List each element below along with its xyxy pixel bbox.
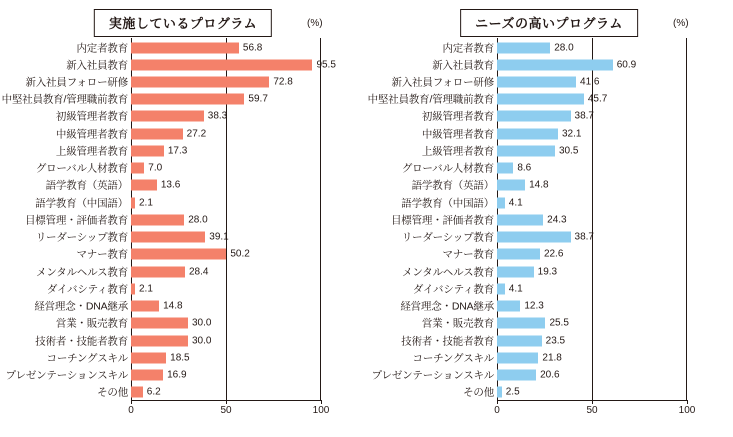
category-label: 上級管理者教育 (55, 145, 128, 158)
chart-row (0, 279, 366, 298)
category-label: 内定者教育 (76, 42, 128, 55)
category-label: メンタルヘルス教育 (402, 266, 494, 279)
bar-value-label: 32.1 (561, 128, 582, 140)
category-label: 語学教育（中国語） (401, 197, 494, 210)
bar (497, 145, 555, 156)
category-label: 中級管理者教育 (421, 128, 494, 141)
category-label: その他 (463, 386, 494, 399)
chart-row (366, 314, 732, 333)
bar-value-label: 24.3 (547, 214, 567, 226)
bar-value-label: 38.7 (574, 231, 594, 243)
bar (131, 214, 184, 225)
bar-value-label: 23.5 (545, 335, 566, 347)
category-label: 営業・販売教育 (55, 317, 128, 330)
chart-row (0, 383, 366, 402)
x-axis-tick-label: 50 (220, 405, 232, 416)
category-label: グローバル人材教育 (35, 162, 128, 175)
bar-value-label: 60.9 (616, 59, 637, 71)
unit-label-implemented: (%) (307, 18, 323, 29)
bar-value-label: 4.1 (508, 197, 523, 209)
x-axis-tick-label: 50 (586, 405, 598, 416)
category-label: 中堅社員教育/管理職前教育 (367, 93, 494, 106)
bar-value-label: 12.3 (524, 300, 544, 312)
category-label: その他 (97, 386, 128, 399)
bar-value-label: 2.1 (138, 283, 153, 295)
bar (497, 232, 571, 243)
bar-value-label: 56.8 (242, 42, 263, 54)
category-label: 技術者・技能者教育 (401, 335, 494, 348)
chart-row (366, 107, 732, 126)
category-label: 中級管理者教育 (55, 128, 128, 141)
chart-row (0, 228, 366, 247)
chart-row (366, 297, 732, 316)
bar (131, 301, 159, 312)
bar-value-label: 41.6 (580, 76, 600, 88)
chart-row (366, 90, 732, 109)
category-label: メンタルヘルス教育 (36, 266, 128, 279)
category-label: 初級管理者教育 (55, 110, 128, 123)
bar (497, 283, 505, 294)
x-axis-tick-label: 0 (128, 405, 134, 416)
bar (131, 197, 135, 208)
category-label: 新入社員フォロー研修 (391, 76, 494, 89)
category-label: コーチングスキル (46, 352, 128, 365)
chart-row (366, 348, 732, 367)
category-label: 内定者教育 (442, 42, 494, 55)
chart-row (0, 124, 366, 143)
chart-row (366, 72, 732, 91)
chart-row (366, 228, 732, 247)
bar-value-label: 28.0 (554, 42, 574, 54)
bar (497, 42, 550, 53)
bar-value-label: 21.8 (542, 352, 562, 364)
bar-value-label: 30.0 (192, 335, 212, 347)
chart-row (366, 38, 732, 57)
bar-value-label: 17.3 (167, 145, 188, 157)
bar-value-label: 72.8 (273, 76, 293, 88)
chart-row (0, 38, 366, 57)
category-label: 新入社員教育 (432, 59, 494, 72)
chart-row (0, 55, 366, 74)
bar (131, 42, 239, 53)
chart-row (0, 193, 366, 212)
bar-value-label: 19.3 (537, 266, 558, 278)
category-label: 技術者・技能者教育 (35, 335, 128, 348)
bar (497, 197, 505, 208)
bar-value-label: 45.7 (587, 93, 608, 105)
category-label: リーダーシップ教育 (401, 231, 494, 244)
bar (497, 180, 525, 191)
bar-value-label: 7.0 (148, 162, 163, 174)
bar-value-label: 2.5 (505, 386, 520, 398)
category-label: プレゼンテーションスキル (5, 369, 128, 382)
chart-row (0, 262, 366, 281)
bar-value-label: 14.8 (163, 300, 183, 312)
chart-row (366, 279, 732, 298)
chart-row (366, 262, 732, 281)
bar-value-label: 38.3 (207, 110, 228, 122)
chart-title-implemented: 実施しているプログラム (94, 9, 272, 37)
chart-row (0, 348, 366, 367)
bar-value-label: 6.2 (146, 386, 161, 398)
bar (497, 387, 502, 398)
bar (131, 111, 204, 122)
bar (497, 352, 538, 363)
bar (131, 59, 312, 70)
bar (497, 128, 558, 139)
unit-label-needs: (%) (673, 18, 689, 29)
bar-value-label: 28.0 (188, 214, 208, 226)
bar-value-label: 25.5 (549, 317, 569, 329)
category-label: 目標管理・評価者教育 (25, 214, 128, 227)
chart-row (0, 210, 366, 229)
bar (497, 335, 542, 346)
chart-row (366, 141, 732, 160)
category-label: プレゼンテーションスキル (371, 369, 494, 382)
chart-row (366, 124, 732, 143)
chart-row (0, 90, 366, 109)
bar-value-label: 18.5 (170, 352, 190, 364)
x-axis-tick-label: 100 (678, 405, 696, 416)
bar (131, 283, 135, 294)
bar-value-label: 30.5 (558, 145, 579, 157)
category-label: リーダーシップ教育 (35, 231, 128, 244)
category-label: 新入社員フォロー研修 (25, 76, 128, 89)
category-label: 語学教育（中国語） (35, 197, 128, 210)
chart-row (366, 210, 732, 229)
chart-row (366, 245, 732, 264)
chart-row (366, 55, 732, 74)
category-label: グローバル人材教育 (401, 162, 494, 175)
category-label: ダイバシティ教育 (412, 283, 494, 296)
chart-row (0, 314, 366, 333)
bar-value-label: 22.6 (543, 248, 564, 260)
category-label: 語学教育（英語） (411, 179, 494, 192)
bar-value-label: 13.6 (160, 179, 181, 191)
bar (131, 94, 244, 105)
bar-value-label: 30.0 (192, 317, 212, 329)
bar-value-label: 2.1 (138, 197, 153, 209)
category-label: 経営理念・DNA継承 (400, 300, 494, 313)
bar-value-label: 39.1 (209, 231, 229, 243)
bar (131, 352, 166, 363)
bar (497, 59, 613, 70)
category-label: 経営理念・DNA継承 (34, 300, 128, 313)
chart-row (0, 159, 366, 178)
category-label: 語学教育（英語） (45, 179, 128, 192)
bar (497, 94, 584, 105)
chart-panel-needs (366, 0, 732, 437)
chart-row (0, 107, 366, 126)
chart-row (0, 366, 366, 385)
bar (131, 145, 164, 156)
category-label: マナー教育 (76, 248, 128, 261)
bar (131, 318, 188, 329)
bar-value-label: 14.8 (529, 179, 549, 191)
chart-row (0, 245, 366, 264)
bar (497, 249, 540, 260)
bar (131, 76, 269, 87)
bar-value-label: 38.7 (574, 110, 594, 122)
bar (131, 387, 143, 398)
bar (131, 370, 163, 381)
chart-row (366, 159, 732, 178)
chart-row (0, 176, 366, 195)
bar-value-label: 59.7 (248, 93, 268, 105)
bar-value-label: 28.4 (188, 266, 209, 278)
bar-value-label: 27.2 (186, 128, 207, 140)
x-axis-tick-label: 0 (494, 405, 500, 416)
bar (497, 266, 534, 277)
bar (131, 266, 185, 277)
chart-row (366, 383, 732, 402)
chart-row (0, 72, 366, 91)
bar (497, 370, 536, 381)
bar (497, 163, 513, 174)
category-label: 上級管理者教育 (421, 145, 494, 158)
bar (497, 318, 545, 329)
bar-value-label: 95.5 (316, 59, 336, 71)
bar (131, 232, 205, 243)
category-label: マナー教育 (442, 248, 494, 261)
chart-row (366, 331, 732, 350)
bar (497, 111, 571, 122)
chart-title-needs: ニーズの高いプログラム (460, 9, 638, 37)
bar-value-label: 16.9 (167, 369, 187, 381)
bar-value-label: 20.6 (540, 369, 560, 381)
bar (131, 249, 226, 260)
bar-value-label: 8.6 (517, 162, 532, 174)
chart-row (366, 366, 732, 385)
bar (131, 163, 144, 174)
chart-row (0, 331, 366, 350)
bar (131, 335, 188, 346)
category-label: 営業・販売教育 (421, 317, 494, 330)
bar (497, 214, 543, 225)
chart-panel-implemented (0, 0, 366, 437)
bar (497, 76, 576, 87)
category-label: 新入社員教育 (66, 59, 128, 72)
chart-row (0, 297, 366, 316)
category-label: 目標管理・評価者教育 (391, 214, 494, 227)
chart-row (366, 193, 732, 212)
bar (497, 301, 520, 312)
chart-row (0, 141, 366, 160)
category-label: 中堅社員教育/管理職前教育 (1, 93, 128, 106)
bar (131, 180, 157, 191)
bar (131, 128, 183, 139)
x-axis-tick-label: 100 (312, 405, 330, 416)
category-label: 初級管理者教育 (421, 110, 494, 123)
bar-value-label: 50.2 (230, 248, 250, 260)
chart-row (366, 176, 732, 195)
category-label: ダイバシティ教育 (46, 283, 128, 296)
bar-value-label: 4.1 (508, 283, 523, 295)
category-label: コーチングスキル (412, 352, 494, 365)
